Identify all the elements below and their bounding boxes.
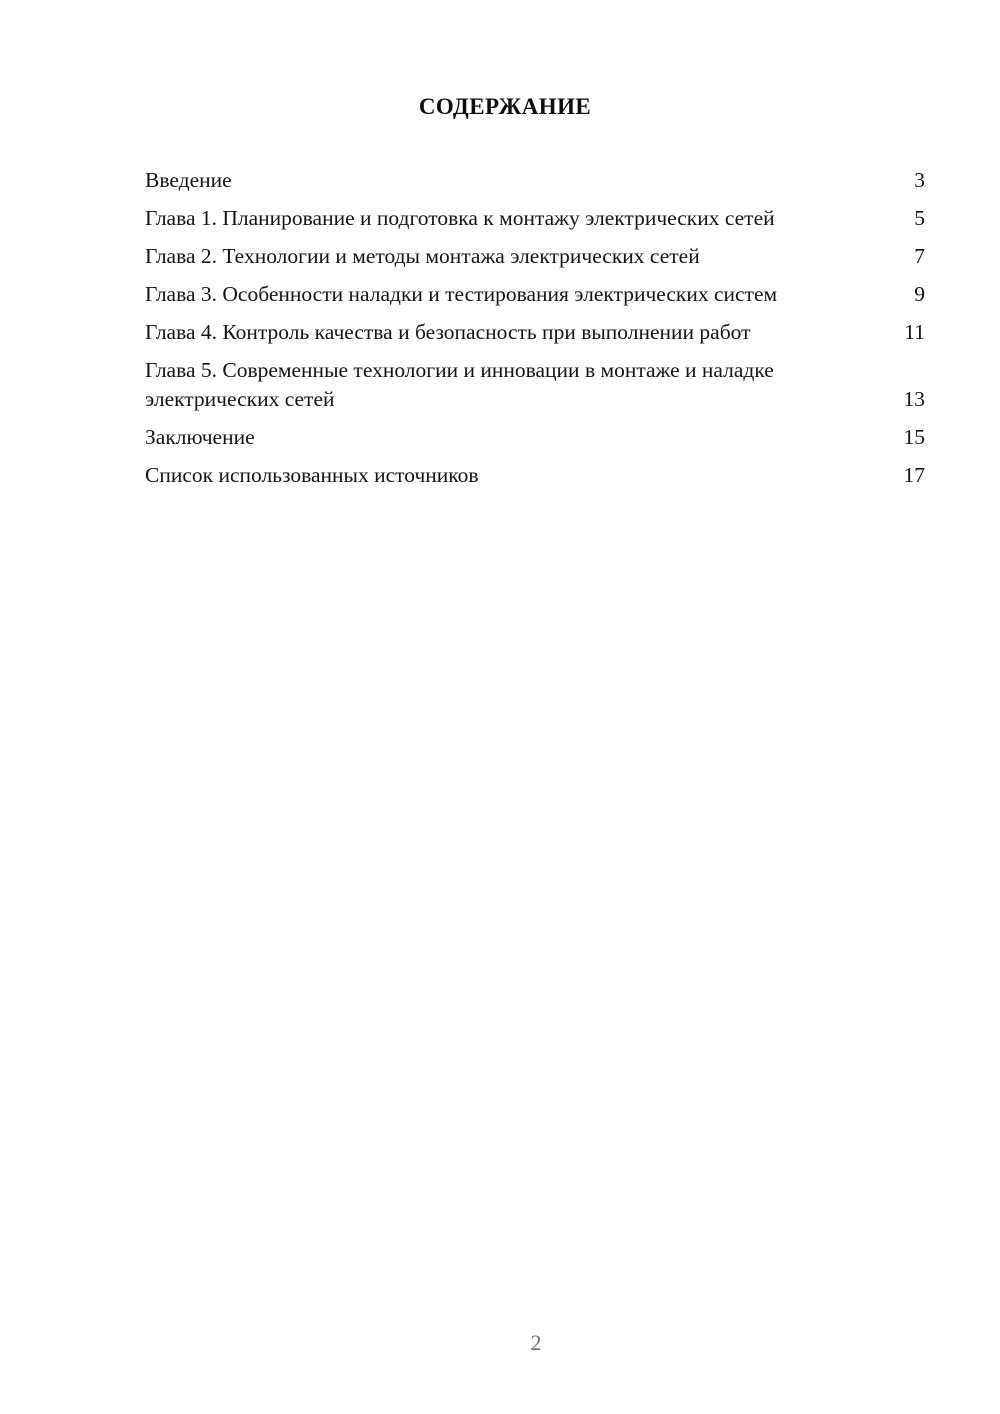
toc-entry-page-number: 5	[914, 206, 925, 230]
table-of-contents	[145, 166, 925, 499]
toc-entry[interactable]	[145, 356, 925, 414]
toc-entry-page-number: 9	[914, 282, 925, 306]
toc-entry-page-number: 7	[914, 244, 925, 268]
toc-entry-page-number: 13	[903, 387, 925, 411]
toc-entry[interactable]	[145, 204, 925, 233]
toc-entry-page-number: 17	[903, 463, 925, 487]
toc-entry[interactable]	[145, 166, 925, 195]
page-footer-number: 2	[530, 1330, 542, 1355]
toc-entry-title: Глава 1. Планирование и подготовка к монтажу электрических сетей	[145, 206, 775, 230]
page-title: СОДЕРЖАНИЕ	[418, 94, 592, 119]
toc-entry-title: Глава 2. Технологии и методы монтажа электрических сетей	[145, 244, 700, 268]
toc-entry[interactable]	[145, 318, 925, 347]
toc-entry-page-number: 11	[904, 320, 925, 344]
toc-entry-title: Глава 3. Особенности наладки и тестирования электрических систем	[145, 282, 778, 306]
toc-entry[interactable]	[145, 461, 925, 490]
toc-entry-title: Глава 5. Современные технологии и инновации в монтаже и наладке электрических сетей	[145, 358, 774, 411]
toc-entry[interactable]	[145, 423, 925, 452]
toc-entry-title: Глава 4. Контроль качества и безопасность при выполнении работ	[145, 320, 751, 344]
toc-entry-title: Список использованных источников	[145, 463, 479, 487]
toc-entry[interactable]	[145, 242, 925, 271]
toc-entry-title: Введение	[145, 168, 232, 192]
toc-entry[interactable]	[145, 280, 925, 309]
toc-entry-page-number: 3	[914, 168, 925, 192]
toc-entry-title: Заключение	[145, 425, 255, 449]
toc-entry-page-number: 15	[903, 425, 925, 449]
